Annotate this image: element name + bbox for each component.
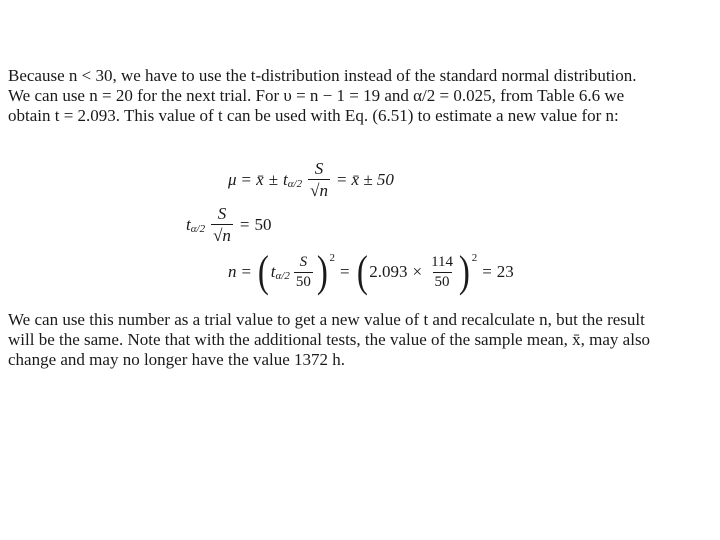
eq-paren-right: ) [316,247,328,296]
eq-coefficient: 2.093 [369,262,408,281]
eq-denominator [211,224,233,244]
paragraph-line: Because n < 30, we have to use the t-distribution instead of the standard normal distribution. [8,66,637,85]
eq-operator: = [241,169,252,189]
eq-symbol: x̄ [256,169,264,189]
eq-rhs: x̄ ± 50 [351,169,394,189]
paragraph-intro [8,66,712,126]
sqrt-symbol: √ [310,181,320,200]
eq-exponent: 2 [329,252,335,264]
eq-result: 23 [496,262,514,281]
eq-numerator: S [314,159,324,178]
eq-operator: = [339,262,350,281]
eq-symbol: μ [228,169,237,189]
eq-denominator: 50 [295,273,311,290]
eq-numerator: S [217,204,227,223]
equation-mean-interval [228,160,394,199]
eq-radicand: n [222,226,231,245]
paragraph-conclusion [8,310,712,370]
eq-fraction [308,160,330,199]
eq-denominator [308,179,330,199]
equation-half-width [186,205,272,244]
eq-operator: = [336,169,347,189]
eq-fraction [294,255,313,290]
eq-exponent: 2 [471,252,478,264]
eq-symbol: n [228,262,237,281]
paragraph-line: change and may no longer have the value 1372 h. [8,350,346,369]
eq-subscript: α/2 [287,177,303,190]
eq-subscript: α/2 [190,222,206,235]
paragraph-line: We can use this number as a trial value to get a new value of t and recalculate n, but the result [8,310,645,329]
eq-fraction [211,205,233,244]
eq-operator: = [482,262,492,281]
eq-rhs: 50 [254,214,272,234]
eq-symbol: t [283,169,288,189]
eq-operator: = [239,214,250,234]
eq-operator: = [241,262,252,281]
eq-denominator: 50 [434,273,450,290]
eq-fraction [429,255,455,290]
eq-subscript: α/2 [275,270,290,282]
paragraph-line: obtain t = 2.093. This value of t can be used with Eq. (6.51) to estimate a new value for n: [8,106,619,125]
paragraph-line: We can use n = 20 for the next trial. For υ = n − 1 = 19 and α/2 = 0.025, from Table 6.6 we [8,86,625,105]
equation-sample-size [228,247,514,296]
eq-symbol: t [186,214,191,234]
eq-operator: ± [268,169,279,189]
eq-paren-right: ) [458,247,470,296]
eq-symbol: t [270,262,276,281]
eq-radicand: n [319,181,328,200]
eq-numerator: S [299,253,308,270]
paragraph-line: will be the same. Note that with the additional tests, the value of the sample mean, x̄, may also [8,330,651,349]
eq-paren-left: ( [257,247,269,296]
eq-operator: × [412,262,423,281]
sqrt-symbol: √ [213,226,223,245]
eq-paren-left: ( [356,247,368,296]
eq-numerator: 114 [431,253,454,270]
